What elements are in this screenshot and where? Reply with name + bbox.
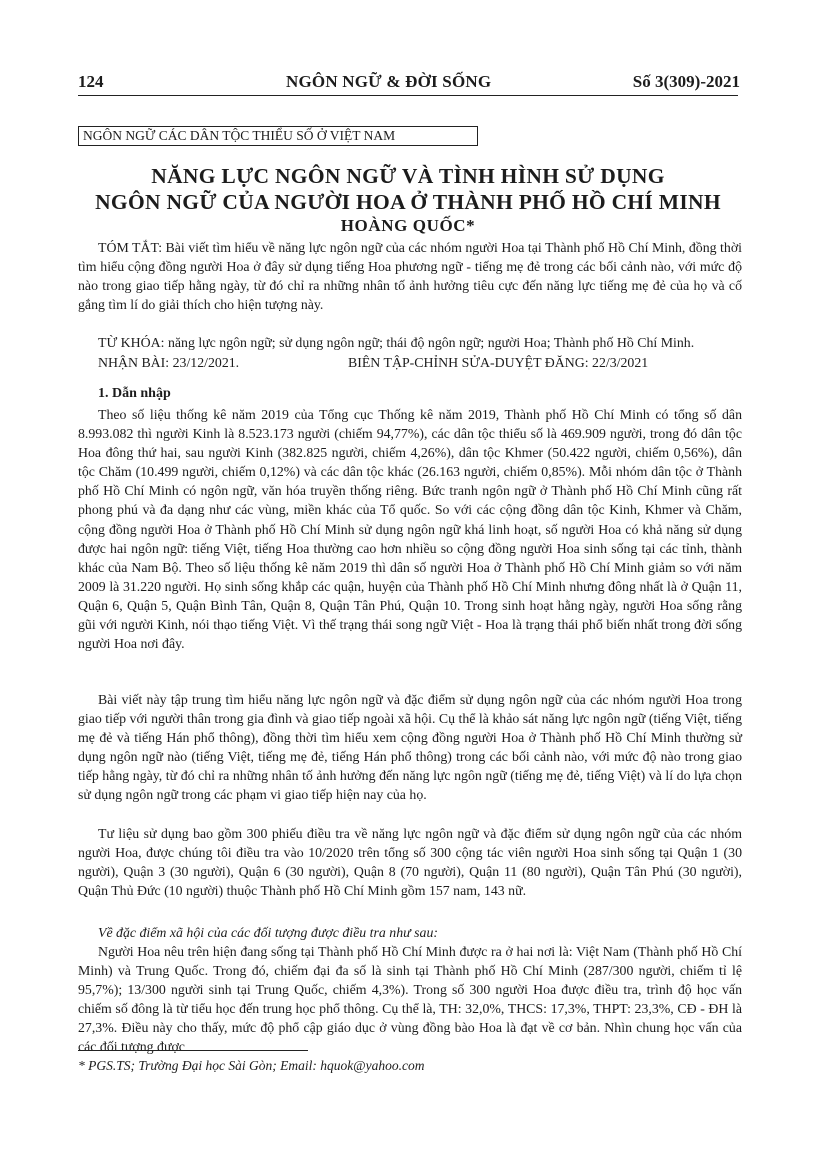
article-title-line-2: NGÔN NGỮ CỦA NGƯỜI HOA Ở THÀNH PHỐ HỒ CHÍ MINH (95, 190, 721, 214)
article-title-line-1: NĂNG LỰC NGÔN NGỮ VÀ TÌNH HÌNH SỬ DỤNG (151, 164, 665, 188)
abstract: TÓM TẮT: Bài viết tìm hiểu về năng lực ngôn ngữ của các nhóm người Hoa tại Thành phố Hồ Chí Minh, đồng thời tìm hiểu cộng đồng người Hoa ở đây sử dụng tiếng Hoa phương ngữ - tiếng mẹ đẻ trong các bối cảnh nào, với mức độ nào trong giao tiếp hằng ngày, từ đó chỉ ra những nhân tố ảnh hưởng tiêu cực đến năng lực tiếng mẹ đẻ của họ và cố gắng tìm lí do giải thích cho hiện tượng này. (78, 240, 742, 313)
received-date: NHẬN BÀI: 23/12/2021. (98, 355, 240, 370)
paragraph-3: Tư liệu sử dụng bao gồm 300 phiếu điều tra về năng lực ngôn ngữ và đặc điểm sử dụng ngôn ngữ của các nhóm người Hoa, được chúng tôi điều tra vào 10/2020 trên tổng số 300 cộng tác viên người Hoa sinh sống tại Quận 1 (30 người), Quận 3 (30 người), Quận 6 (30 người), Quận 8 (70 người), Quận 11 (80 người), Quận Tân Phú (30 người), Quận Thủ Đức (10 người) thuộc Thành phố Hồ Chí Minh gồm 157 nam, 143 nữ. (78, 826, 742, 899)
issue-number: Số 3(309)-2021 (632, 72, 740, 91)
paragraph-4: Về đặc điểm xã hội của các đối tượng được điều tra như sau: (98, 925, 438, 940)
footnote-rule (78, 1050, 308, 1051)
section-heading-introduction: 1. Dẫn nhập (98, 386, 171, 401)
author-name: HOÀNG QUỐC* (340, 216, 476, 235)
paragraph-5: Người Hoa nêu trên hiện đang sống tại Thành phố Hồ Chí Minh được ra ở hai nơi là: Việt Nam (Thành phố Hồ Chí Minh) và Trung Quốc. Trong đó, chiếm đại đa số là sinh tại Thành phố Hồ Chí Minh (287/300 người, chiếm tỉ lệ 95,7%); 13/300 người sinh tại Trung Quốc, chiếm 4,3%). Trong số 300 người Hoa được điều tra, trình độ học vấn chiếm số đông là từ tiểu học đến trung học phổ thông. Cụ thể là, TH: 32,0%, THCS: 17,3%, THPT: 23,3%, CĐ - ĐH là 27,3%. Điều này cho thấy, mức độ phổ cập giáo dục ở vùng đồng bào Hoa là đạt về cơ bản. Nhìn chung học vấn của các đối tượng được (78, 944, 742, 1055)
footnote: * PGS.TS; Trường Đại học Sài Gòn; Email: hquok@yahoo.com (78, 1058, 425, 1073)
paragraph-1: Theo số liệu thống kê năm 2019 của Tổng cục Thống kê năm 2019, Thành phố Hồ Chí Minh có tổng số dân 8.993.082 thì người Kinh là 8.523.173 người (chiếm 94,77%), các dân tộc thiểu số là 469.909 người, trong đó dân tộc Hoa đông thứ hai, sau người Kinh (382.825 người, chiếm 4,26%), dân tộc Khmer (50.422 người, chiếm 0,56%), dân tộc Chăm (10.499 người, chiếm 0,12%) và các dân tộc khác (26.163 người, chiếm 0,85%). Mỗi nhóm dân tộc ở Thành phố Hồ Chí Minh có ngôn ngữ, văn hóa truyền thống riêng. Bức tranh ngôn ngữ ở Thành phố Hồ Chí Minh cũng rất phong phú và đa dạng như các vùng, miền khác của Tổ quốc. So với các cộng đồng dân tộc Kinh, Khmer và Chăm, cộng đồng người Hoa ở Thành phố Hồ Chí Minh sử dụng ngôn ngữ khá linh hoạt, số người Hoa có khả năng sử dụng được hai ngôn ngữ: tiếng Việt, tiếng Hoa thường cao hơn nhiều so cộng đồng người Hoa sinh sống tại các tỉnh, thành khác của Nam Bộ. Theo số liệu thống kê năm 2019 thì dân số người Hoa ở Thành phố Hồ Chí Minh giảm so với năm 2009 là 31.220 người. Họ sinh sống khắp các quận, huyện của Thành phố Hồ Chí Minh nhưng đông nhất là ở Quận 11, Quận 6, Quận 5, Quận Bình Tân, Quận 8, Quận Tân Phú, Quận 10. Trong sinh hoạt hằng ngày, người Hoa sống rằng gũi với người Kinh, nói thạo tiếng Việt. Vì thế trạng thái song ngữ Việt - Hoa là trạng thái phổ biến nhất trong đời sống người Hoa nơi đây. (78, 407, 742, 652)
section-label: NGÔN NGỮ CÁC DÂN TỘC THIỂU SỐ Ở VIỆT NAM (78, 126, 478, 146)
accepted-date: BIÊN TẬP-CHỈNH SỬA-DUYỆT ĐĂNG: 22/3/2021 (348, 355, 649, 370)
journal-name: NGÔN NGỮ & ĐỜI SỐNG (286, 72, 492, 91)
page-number: 124 (78, 72, 104, 91)
page-header (78, 72, 738, 98)
keywords: TỪ KHÓA: năng lực ngôn ngữ; sử dụng ngôn ngữ; thái độ ngôn ngữ; người Hoa; Thành phố Hồ Chí Minh. (98, 335, 695, 350)
paragraph-2: Bài viết này tập trung tìm hiểu năng lực ngôn ngữ và đặc điểm sử dụng ngôn ngữ của các nhóm người Hoa trong giao tiếp với người thân trong gia đình và giao tiếp ngoài xã hội. Cụ thể là khảo sát năng lực ngôn ngữ (tiếng Việt, tiếng mẹ đẻ và tiếng Hán phổ thông), đồng thời tìm hiểu xem cộng đồng người Hoa ở Thành phố Hồ Chí Minh thường sử dụng ngôn ngữ nào (tiếng Việt, tiếng mẹ đẻ, tiếng Hán phổ thông) trong các bối cảnh nào, với mức độ nào trong giao tiếp hằng ngày, từ đó chỉ ra những nhân tố ảnh hưởng đến năng lực ngôn ngữ (tiếng mẹ đẻ, tiếng Việt) và lí do lựa chọn sử dụng ngôn ngữ trong các phạm vi giao tiếp hiện nay của họ. (78, 692, 742, 803)
header-rule (78, 95, 738, 96)
